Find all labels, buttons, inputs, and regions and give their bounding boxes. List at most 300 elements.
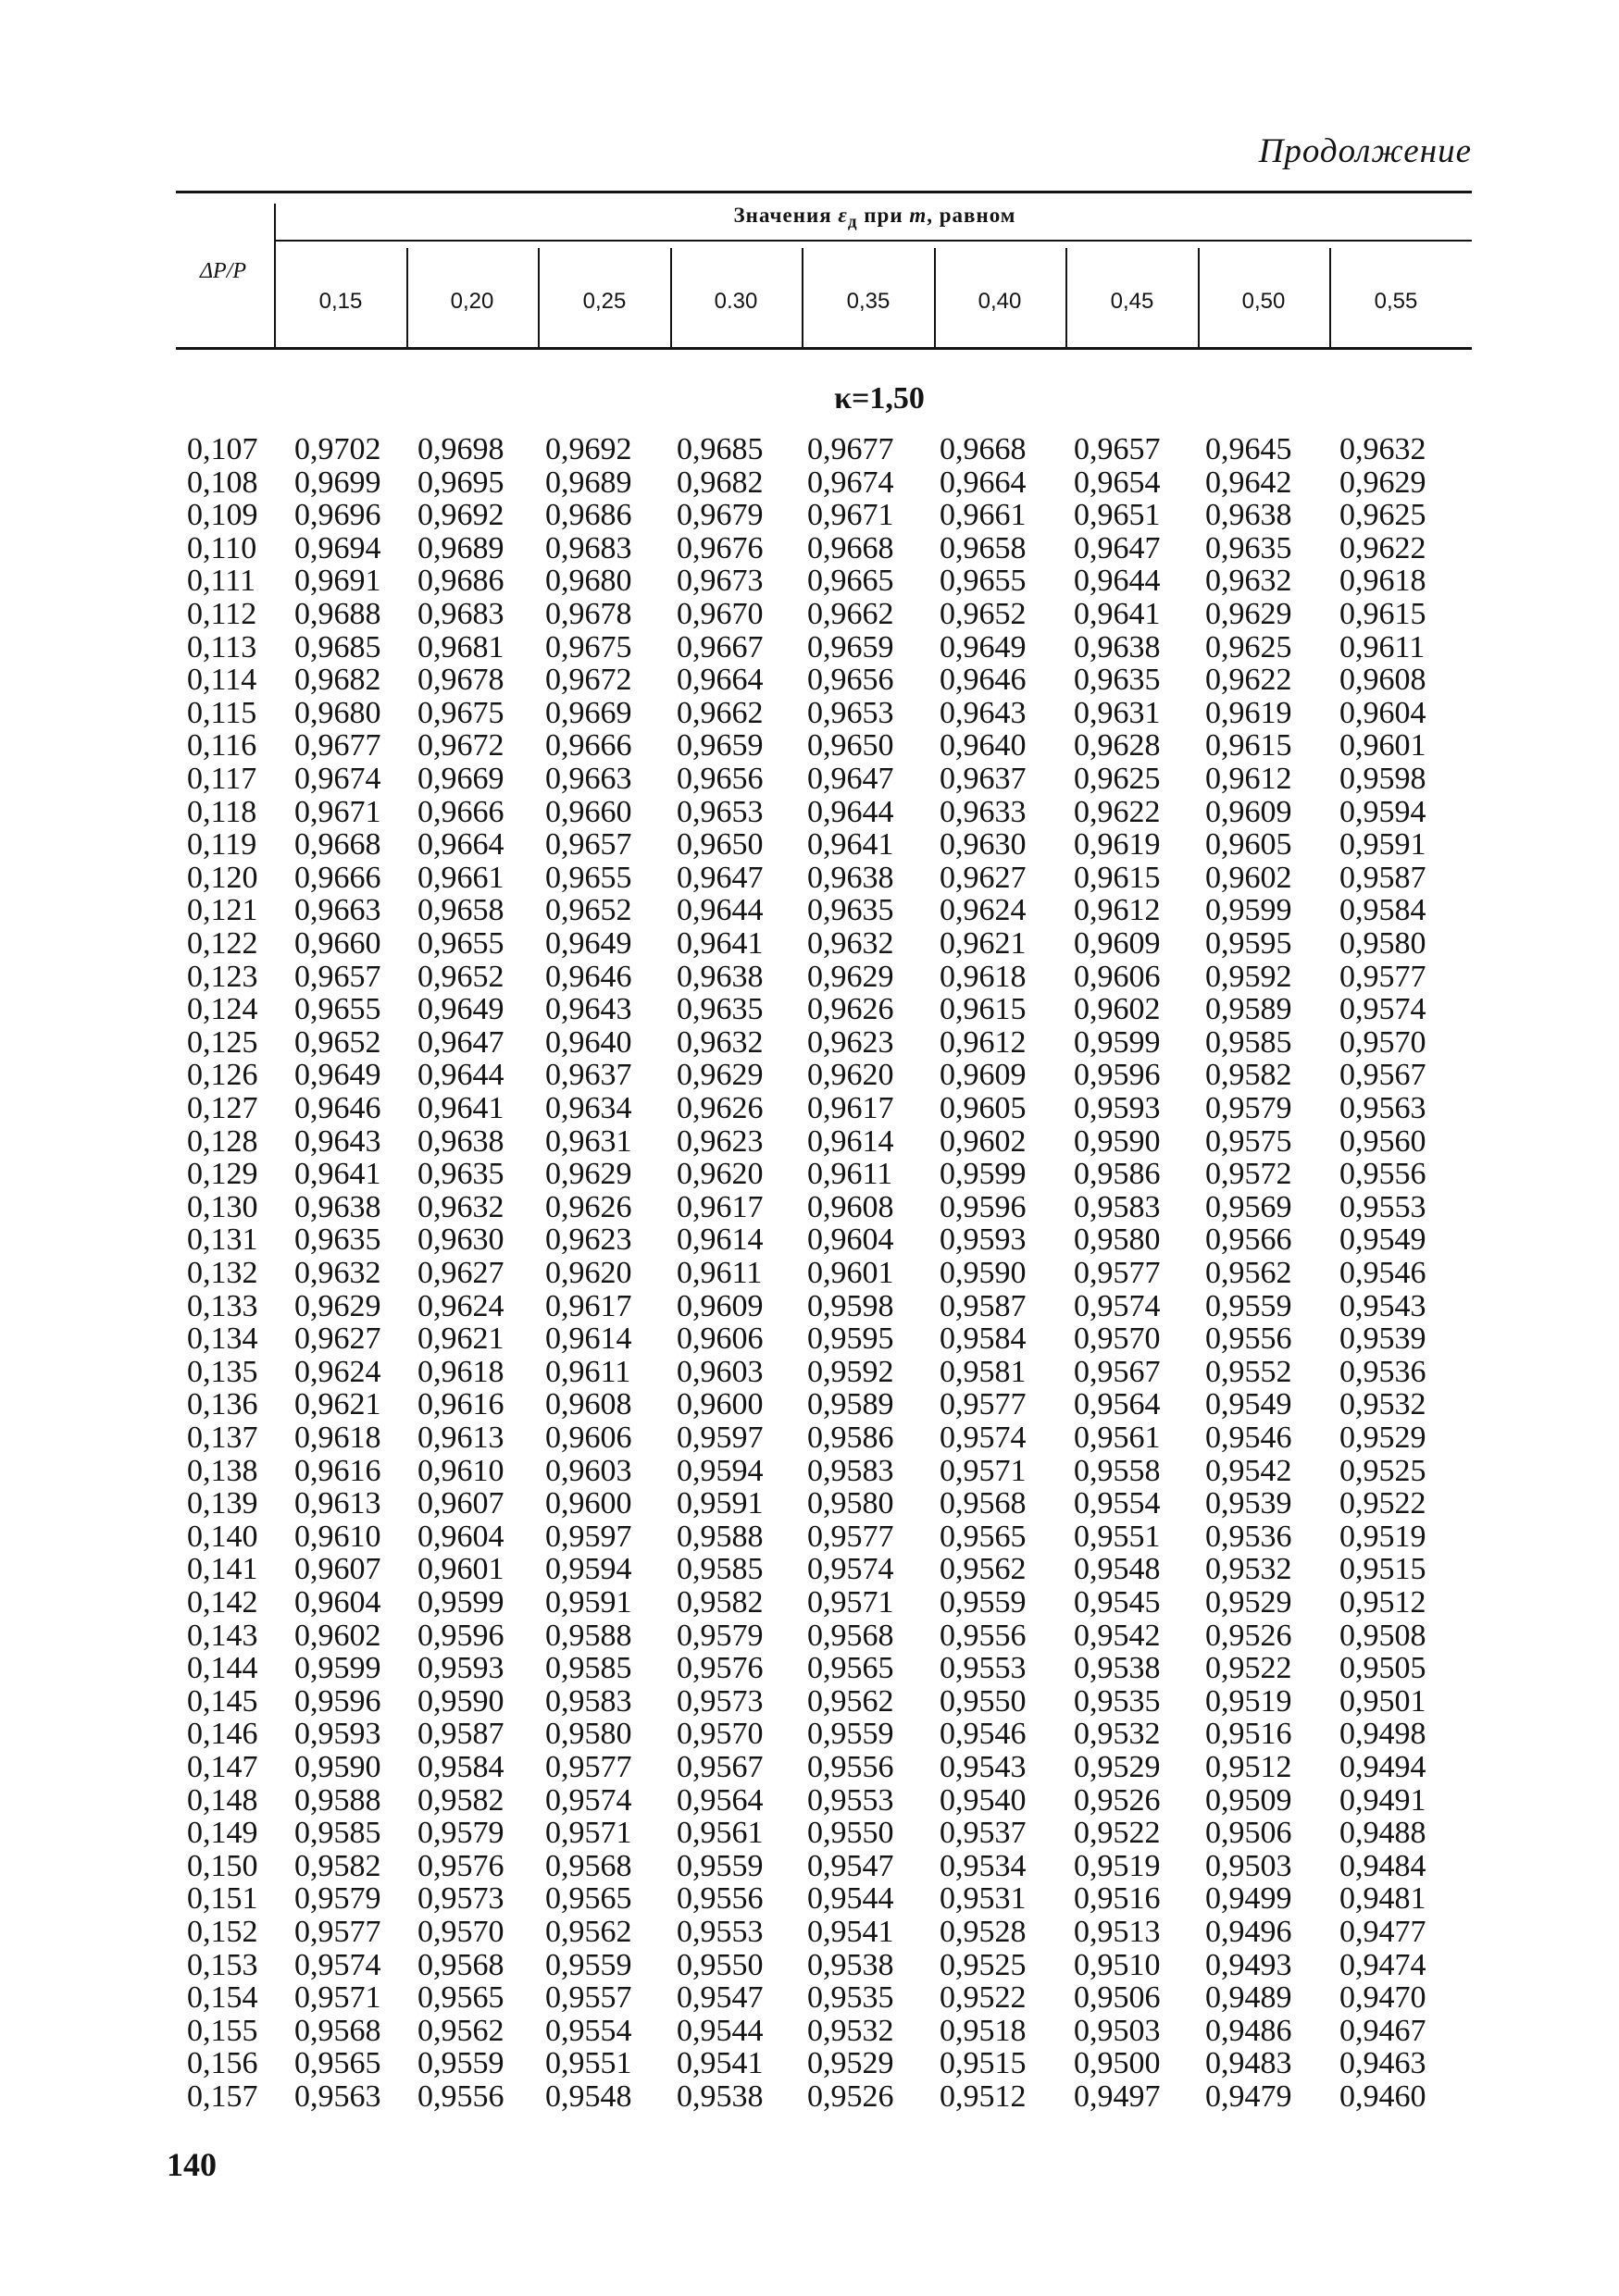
- value-cell: 0,9558: [1074, 1454, 1161, 1488]
- value-cell: 0,9588: [294, 1783, 381, 1818]
- value-cell: 0,9574: [1339, 992, 1426, 1026]
- value-cell: 0,9589: [1205, 992, 1292, 1026]
- value-cell: 0,9539: [1205, 1486, 1292, 1520]
- value-cell: 0,9564: [1074, 1387, 1161, 1421]
- value-cell: 0,9570: [1074, 1322, 1161, 1356]
- value-cell: 0,9500: [1074, 2046, 1161, 2080]
- value-cell: 0,9621: [294, 1387, 381, 1421]
- value-cell: 0,9595: [807, 1322, 894, 1356]
- value-cell: 0,9660: [294, 926, 381, 961]
- value-cell: 0,9623: [677, 1124, 764, 1159]
- value-cell: 0,9574: [940, 1421, 1027, 1455]
- row-key-cell: 0,141: [187, 1552, 258, 1586]
- value-cell: 0,9561: [677, 1816, 764, 1850]
- value-cell: 0,9635: [294, 1222, 381, 1257]
- group-header-symbol: ε: [838, 204, 848, 227]
- value-cell: 0,9608: [1339, 663, 1426, 697]
- value-cell: 0,9532: [1339, 1387, 1426, 1421]
- value-cell: 0,9571: [294, 1980, 381, 2015]
- value-cell: 0,9633: [940, 795, 1027, 829]
- value-cell: 0,9600: [677, 1387, 764, 1421]
- value-cell: 0,9596: [940, 1190, 1027, 1224]
- value-cell: 0,9683: [545, 531, 632, 565]
- value-cell: 0,9579: [417, 1816, 504, 1850]
- value-cell: 0,9591: [1339, 827, 1426, 862]
- value-cell: 0,9666: [545, 728, 632, 763]
- value-cell: 0,9532: [807, 2014, 894, 2048]
- value-cell: 0,9600: [545, 1486, 632, 1520]
- value-cell: 0,9638: [294, 1190, 381, 1224]
- value-cell: 0,9526: [1074, 1783, 1161, 1818]
- value-cell: 0,9622: [1339, 531, 1426, 565]
- row-key-cell: 0,133: [187, 1289, 258, 1323]
- value-cell: 0,9577: [940, 1387, 1027, 1421]
- value-cell: 0,9574: [1074, 1289, 1161, 1323]
- row-key-cell: 0,121: [187, 893, 258, 927]
- row-header: ΔP/P: [199, 259, 247, 283]
- value-cell: 0,9546: [940, 1717, 1027, 1751]
- value-cell: 0,9522: [940, 1980, 1027, 2015]
- value-cell: 0,9509: [1205, 1783, 1292, 1818]
- row-key-cell: 0,112: [187, 597, 257, 631]
- value-cell: 0,9629: [677, 1058, 764, 1092]
- value-cell: 0,9463: [1339, 2046, 1426, 2080]
- row-key-cell: 0,119: [187, 827, 257, 862]
- value-cell: 0,9550: [807, 1816, 894, 1850]
- value-cell: 0,9698: [417, 432, 504, 466]
- value-cell: 0,9554: [545, 2014, 632, 2048]
- value-cell: 0,9689: [417, 531, 504, 565]
- value-cell: 0,9594: [677, 1454, 764, 1488]
- row-key-cell: 0,138: [187, 1454, 258, 1488]
- value-cell: 0,9603: [545, 1454, 632, 1488]
- row-key-cell: 0,145: [187, 1684, 258, 1719]
- value-cell: 0,9539: [1339, 1322, 1426, 1356]
- group-underline: [276, 240, 1472, 242]
- value-cell: 0,9615: [940, 992, 1027, 1026]
- value-cell: 0,9652: [940, 597, 1027, 631]
- value-cell: 0,9587: [940, 1289, 1027, 1323]
- value-cell: 0,9506: [1074, 1980, 1161, 2015]
- row-key-cell: 0,120: [187, 861, 258, 895]
- value-cell: 0,9570: [417, 1915, 504, 1949]
- value-cell: 0,9564: [677, 1783, 764, 1818]
- value-cell: 0,9647: [1074, 531, 1161, 565]
- value-cell: 0,9597: [677, 1421, 764, 1455]
- value-cell: 0,9559: [545, 1948, 632, 1982]
- value-cell: 0,9563: [294, 2079, 381, 2114]
- value-cell: 0,9553: [807, 1783, 894, 1818]
- value-cell: 0,9678: [545, 597, 632, 631]
- value-cell: 0,9595: [1205, 926, 1292, 961]
- value-cell: 0,9624: [417, 1289, 504, 1323]
- value-cell: 0,9631: [1074, 696, 1161, 730]
- value-cell: 0,9494: [1339, 1750, 1426, 1784]
- value-cell: 0,9657: [294, 960, 381, 994]
- value-cell: 0,9525: [1339, 1454, 1426, 1488]
- value-cell: 0,9649: [417, 992, 504, 1026]
- value-cell: 0,9661: [940, 498, 1027, 532]
- group-header-prefix: Значения: [733, 204, 832, 227]
- value-cell: 0,9518: [940, 2014, 1027, 2048]
- value-cell: 0,9526: [1205, 1619, 1292, 1653]
- value-cell: 0,9538: [677, 2079, 764, 2114]
- value-cell: 0,9605: [940, 1091, 1027, 1125]
- value-cell: 0,9655: [545, 861, 632, 895]
- value-cell: 0,9537: [940, 1816, 1027, 1850]
- value-cell: 0,9644: [417, 1058, 504, 1092]
- value-cell: 0,9559: [677, 1849, 764, 1883]
- value-cell: 0,9538: [1074, 1651, 1161, 1685]
- row-key-cell: 0,143: [187, 1619, 258, 1653]
- value-cell: 0,9590: [940, 1256, 1027, 1290]
- value-cell: 0,9553: [1339, 1190, 1426, 1224]
- value-cell: 0,9634: [545, 1091, 632, 1125]
- value-cell: 0,9543: [1339, 1289, 1426, 1323]
- value-cell: 0,9568: [417, 1948, 504, 1982]
- value-cell: 0,9627: [940, 861, 1027, 895]
- value-cell: 0,9614: [807, 1124, 894, 1159]
- row-key-cell: 0,126: [187, 1058, 258, 1092]
- value-cell: 0,9585: [677, 1552, 764, 1586]
- value-cell: 0,9593: [417, 1651, 504, 1685]
- value-cell: 0,9534: [940, 1849, 1027, 1883]
- value-cell: 0,9614: [545, 1322, 632, 1356]
- value-cell: 0,9582: [1205, 1058, 1292, 1092]
- row-key-cell: 0,118: [187, 795, 257, 829]
- value-cell: 0,9675: [417, 696, 504, 730]
- value-cell: 0,9650: [807, 728, 894, 763]
- value-cell: 0,9643: [545, 992, 632, 1026]
- value-cell: 0,9696: [294, 498, 381, 532]
- value-cell: 0,9516: [1205, 1717, 1292, 1751]
- column-header: 0,40: [978, 289, 1022, 314]
- value-cell: 0,9651: [1074, 498, 1161, 532]
- value-cell: 0,9615: [1205, 728, 1292, 763]
- value-cell: 0,9685: [294, 630, 381, 664]
- value-cell: 0,9565: [807, 1651, 894, 1685]
- value-cell: 0,9618: [940, 960, 1027, 994]
- value-cell: 0,9579: [294, 1881, 381, 1916]
- value-cell: 0,9522: [1339, 1486, 1426, 1520]
- value-cell: 0,9556: [807, 1750, 894, 1784]
- value-cell: 0,9644: [677, 893, 764, 927]
- value-cell: 0,9606: [545, 1421, 632, 1455]
- value-cell: 0,9611: [677, 1256, 763, 1290]
- value-cell: 0,9646: [940, 663, 1027, 697]
- value-cell: 0,9619: [1205, 696, 1292, 730]
- column-header: 0,50: [1241, 289, 1286, 314]
- value-cell: 0,9640: [545, 1025, 632, 1060]
- value-cell: 0,9635: [1074, 663, 1161, 697]
- value-cell: 0,9629: [294, 1289, 381, 1323]
- value-cell: 0,9562: [545, 1915, 632, 1949]
- value-cell: 0,9668: [807, 531, 894, 565]
- value-cell: 0,9532: [1074, 1717, 1161, 1751]
- value-cell: 0,9503: [1074, 2014, 1161, 2048]
- row-key-cell: 0,140: [187, 1520, 258, 1554]
- value-cell: 0,9602: [1074, 992, 1161, 1026]
- row-key-cell: 0,115: [187, 696, 257, 730]
- value-cell: 0,9574: [807, 1552, 894, 1586]
- value-cell: 0,9501: [1339, 1684, 1426, 1719]
- value-cell: 0,9608: [545, 1387, 632, 1421]
- value-cell: 0,9702: [294, 432, 381, 466]
- value-cell: 0,9601: [1339, 728, 1426, 763]
- value-cell: 0,9586: [807, 1421, 894, 1455]
- value-cell: 0,9625: [1074, 762, 1161, 796]
- value-cell: 0,9499: [1205, 1881, 1292, 1916]
- value-cell: 0,9603: [677, 1355, 764, 1389]
- row-key-cell: 0,124: [187, 992, 258, 1026]
- row-key-cell: 0,154: [187, 1980, 258, 2015]
- value-cell: 0,9609: [1205, 795, 1292, 829]
- value-cell: 0,9602: [1205, 861, 1292, 895]
- value-cell: 0,9632: [417, 1190, 504, 1224]
- value-cell: 0,9635: [807, 893, 894, 927]
- value-cell: 0,9619: [1074, 827, 1161, 862]
- value-cell: 0,9635: [1205, 531, 1292, 565]
- value-cell: 0,9567: [1074, 1355, 1161, 1389]
- value-cell: 0,9680: [545, 564, 632, 598]
- value-cell: 0,9584: [417, 1750, 504, 1784]
- row-key-cell: 0,144: [187, 1651, 258, 1685]
- value-cell: 0,9550: [940, 1684, 1027, 1719]
- value-cell: 0,9556: [1205, 1322, 1292, 1356]
- value-cell: 0,9508: [1339, 1619, 1426, 1653]
- value-cell: 0,9688: [294, 597, 381, 631]
- value-cell: 0,9587: [1339, 861, 1426, 895]
- value-cell: 0,9630: [940, 827, 1027, 862]
- row-key-cell: 0,146: [187, 1717, 258, 1751]
- value-cell: 0,9525: [940, 1948, 1027, 1982]
- value-cell: 0,9563: [1339, 1091, 1426, 1125]
- value-cell: 0,9609: [1074, 926, 1161, 961]
- value-cell: 0,9577: [545, 1750, 632, 1784]
- value-cell: 0,9652: [417, 960, 504, 994]
- value-cell: 0,9593: [294, 1717, 381, 1751]
- value-cell: 0,9657: [1074, 432, 1161, 466]
- value-cell: 0,9577: [294, 1915, 381, 1949]
- value-cell: 0,9674: [294, 762, 381, 796]
- value-cell: 0,9616: [294, 1454, 381, 1488]
- value-cell: 0,9562: [1205, 1256, 1292, 1290]
- value-cell: 0,9632: [807, 926, 894, 961]
- value-cell: 0,9629: [545, 1157, 632, 1191]
- value-cell: 0,9655: [417, 926, 504, 961]
- value-cell: 0,9649: [940, 630, 1027, 664]
- value-cell: 0,9568: [940, 1486, 1027, 1520]
- value-cell: 0,9677: [294, 728, 381, 763]
- value-cell: 0,9580: [1339, 926, 1426, 961]
- header-bottom-rule: [176, 347, 1472, 350]
- value-cell: 0,9621: [417, 1322, 504, 1356]
- value-cell: 0,9551: [545, 2046, 632, 2080]
- value-cell: 0,9566: [1205, 1222, 1292, 1257]
- value-cell: 0,9552: [1205, 1355, 1292, 1389]
- value-cell: 0,9544: [677, 2014, 764, 2048]
- row-key-cell: 0,153: [187, 1948, 258, 1982]
- row-key-cell: 0,134: [187, 1322, 258, 1356]
- value-cell: 0,9638: [807, 861, 894, 895]
- value-cell: 0,9664: [417, 827, 504, 862]
- value-cell: 0,9629: [1339, 465, 1426, 500]
- value-cell: 0,9515: [940, 2046, 1027, 2080]
- value-cell: 0,9615: [1339, 597, 1426, 631]
- value-cell: 0,9606: [677, 1322, 764, 1356]
- value-cell: 0,9675: [545, 630, 632, 664]
- value-cell: 0,9592: [807, 1355, 894, 1389]
- value-cell: 0,9647: [417, 1025, 504, 1060]
- value-cell: 0,9604: [807, 1222, 894, 1257]
- value-cell: 0,9652: [294, 1025, 381, 1060]
- value-cell: 0,9515: [1339, 1552, 1426, 1586]
- value-cell: 0,9541: [807, 1915, 894, 1949]
- value-cell: 0,9586: [1074, 1157, 1161, 1191]
- value-cell: 0,9519: [1205, 1684, 1292, 1719]
- value-cell: 0,9575: [1205, 1124, 1292, 1159]
- value-cell: 0,9585: [294, 1816, 381, 1850]
- value-cell: 0,9635: [677, 992, 764, 1026]
- value-cell: 0,9491: [1339, 1783, 1426, 1818]
- value-cell: 0,9627: [294, 1322, 381, 1356]
- row-key-cell: 0,129: [187, 1157, 258, 1191]
- value-cell: 0,9560: [1339, 1124, 1426, 1159]
- value-cell: 0,9568: [807, 1619, 894, 1653]
- value-cell: 0,9479: [1205, 2079, 1292, 2114]
- section-title: κ=1,50: [834, 381, 925, 416]
- value-cell: 0,9583: [545, 1684, 632, 1719]
- value-cell: 0,9584: [940, 1322, 1027, 1356]
- value-cell: 0,9605: [1205, 827, 1292, 862]
- value-cell: 0,9620: [677, 1157, 764, 1191]
- value-cell: 0,9663: [545, 762, 632, 796]
- value-cell: 0,9656: [807, 663, 894, 697]
- value-cell: 0,9641: [677, 926, 764, 961]
- row-key-cell: 0,116: [187, 728, 257, 763]
- value-cell: 0,9666: [417, 795, 504, 829]
- value-cell: 0,9601: [807, 1256, 894, 1290]
- column-header: 0,20: [450, 289, 494, 314]
- value-cell: 0,9625: [1205, 630, 1292, 664]
- value-cell: 0,9460: [1339, 2079, 1426, 2114]
- value-cell: 0,9683: [417, 597, 504, 631]
- value-cell: 0,9559: [417, 2046, 504, 2080]
- value-cell: 0,9643: [294, 1124, 381, 1159]
- value-cell: 0,9577: [1339, 960, 1426, 994]
- value-cell: 0,9612: [1074, 893, 1161, 927]
- value-cell: 0,9674: [807, 465, 894, 500]
- value-cell: 0,9561: [1074, 1421, 1161, 1455]
- row-key-cell: 0,137: [187, 1421, 258, 1455]
- value-cell: 0,9583: [807, 1454, 894, 1488]
- value-cell: 0,9662: [677, 696, 764, 730]
- value-cell: 0,9612: [940, 1025, 1027, 1060]
- value-cell: 0,9660: [545, 795, 632, 829]
- value-cell: 0,9547: [807, 1849, 894, 1883]
- column-header: 0,45: [1110, 289, 1154, 314]
- value-cell: 0,9641: [807, 827, 894, 862]
- value-cell: 0,9590: [294, 1750, 381, 1784]
- group-header-middle: при: [864, 204, 903, 227]
- value-cell: 0,9699: [294, 465, 381, 500]
- value-cell: 0,9589: [807, 1387, 894, 1421]
- value-cell: 0,9568: [294, 2014, 381, 2048]
- value-cell: 0,9579: [1205, 1091, 1292, 1125]
- value-cell: 0,9577: [807, 1520, 894, 1554]
- row-key-cell: 0,151: [187, 1881, 258, 1916]
- row-key-cell: 0,157: [187, 2079, 258, 2114]
- value-cell: 0,9649: [545, 926, 632, 961]
- value-cell: 0,9640: [940, 728, 1027, 763]
- group-header-var: m: [909, 204, 928, 227]
- value-cell: 0,9503: [1205, 1849, 1292, 1883]
- value-cell: 0,9613: [294, 1486, 381, 1520]
- value-cell: 0,9582: [677, 1585, 764, 1620]
- value-cell: 0,9569: [1205, 1190, 1292, 1224]
- value-cell: 0,9573: [677, 1684, 764, 1719]
- value-cell: 0,9567: [1339, 1058, 1426, 1092]
- row-key-cell: 0,117: [187, 762, 257, 796]
- value-cell: 0,9580: [807, 1486, 894, 1520]
- value-cell: 0,9606: [1074, 960, 1161, 994]
- value-cell: 0,9673: [677, 564, 764, 598]
- value-cell: 0,9489: [1205, 1980, 1292, 2015]
- column-header: 0,15: [318, 289, 363, 314]
- value-cell: 0,9659: [807, 630, 894, 664]
- value-cell: 0,9671: [294, 795, 381, 829]
- value-cell: 0,9624: [294, 1355, 381, 1389]
- value-cell: 0,9559: [807, 1717, 894, 1751]
- value-cell: 0,9556: [677, 1881, 764, 1916]
- value-cell: 0,9574: [294, 1948, 381, 1982]
- value-cell: 0,9593: [1074, 1091, 1161, 1125]
- value-cell: 0,9632: [1339, 432, 1426, 466]
- value-cell: 0,9602: [294, 1619, 381, 1653]
- value-cell: 0,9591: [545, 1585, 632, 1620]
- value-cell: 0,9522: [1205, 1651, 1292, 1685]
- value-cell: 0,9567: [677, 1750, 764, 1784]
- value-cell: 0,9498: [1339, 1717, 1426, 1751]
- value-cell: 0,9665: [807, 564, 894, 598]
- value-cell: 0,9641: [294, 1157, 381, 1191]
- value-cell: 0,9542: [1074, 1619, 1161, 1653]
- value-cell: 0,9628: [1074, 728, 1161, 763]
- value-cell: 0,9573: [417, 1881, 504, 1916]
- value-cell: 0,9582: [417, 1783, 504, 1818]
- value-cell: 0,9601: [417, 1552, 504, 1586]
- value-cell: 0,9512: [1339, 1585, 1426, 1620]
- value-cell: 0,9599: [940, 1157, 1027, 1191]
- value-cell: 0,9577: [1074, 1256, 1161, 1290]
- value-cell: 0,9629: [1205, 597, 1292, 631]
- value-cell: 0,9650: [677, 827, 764, 862]
- value-cell: 0,9538: [807, 1948, 894, 1982]
- value-cell: 0,9686: [545, 498, 632, 532]
- value-cell: 0,9556: [940, 1619, 1027, 1653]
- value-cell: 0,9641: [1074, 597, 1161, 631]
- value-cell: 0,9649: [294, 1058, 381, 1092]
- row-key-cell: 0,149: [187, 1816, 258, 1850]
- value-cell: 0,9532: [1205, 1552, 1292, 1586]
- value-cell: 0,9609: [940, 1058, 1027, 1092]
- row-key-cell: 0,123: [187, 960, 258, 994]
- value-cell: 0,9553: [940, 1651, 1027, 1685]
- value-cell: 0,9622: [1074, 795, 1161, 829]
- value-cell: 0,9535: [1074, 1684, 1161, 1719]
- value-cell: 0,9638: [1205, 498, 1292, 532]
- value-cell: 0,9565: [417, 1980, 504, 2015]
